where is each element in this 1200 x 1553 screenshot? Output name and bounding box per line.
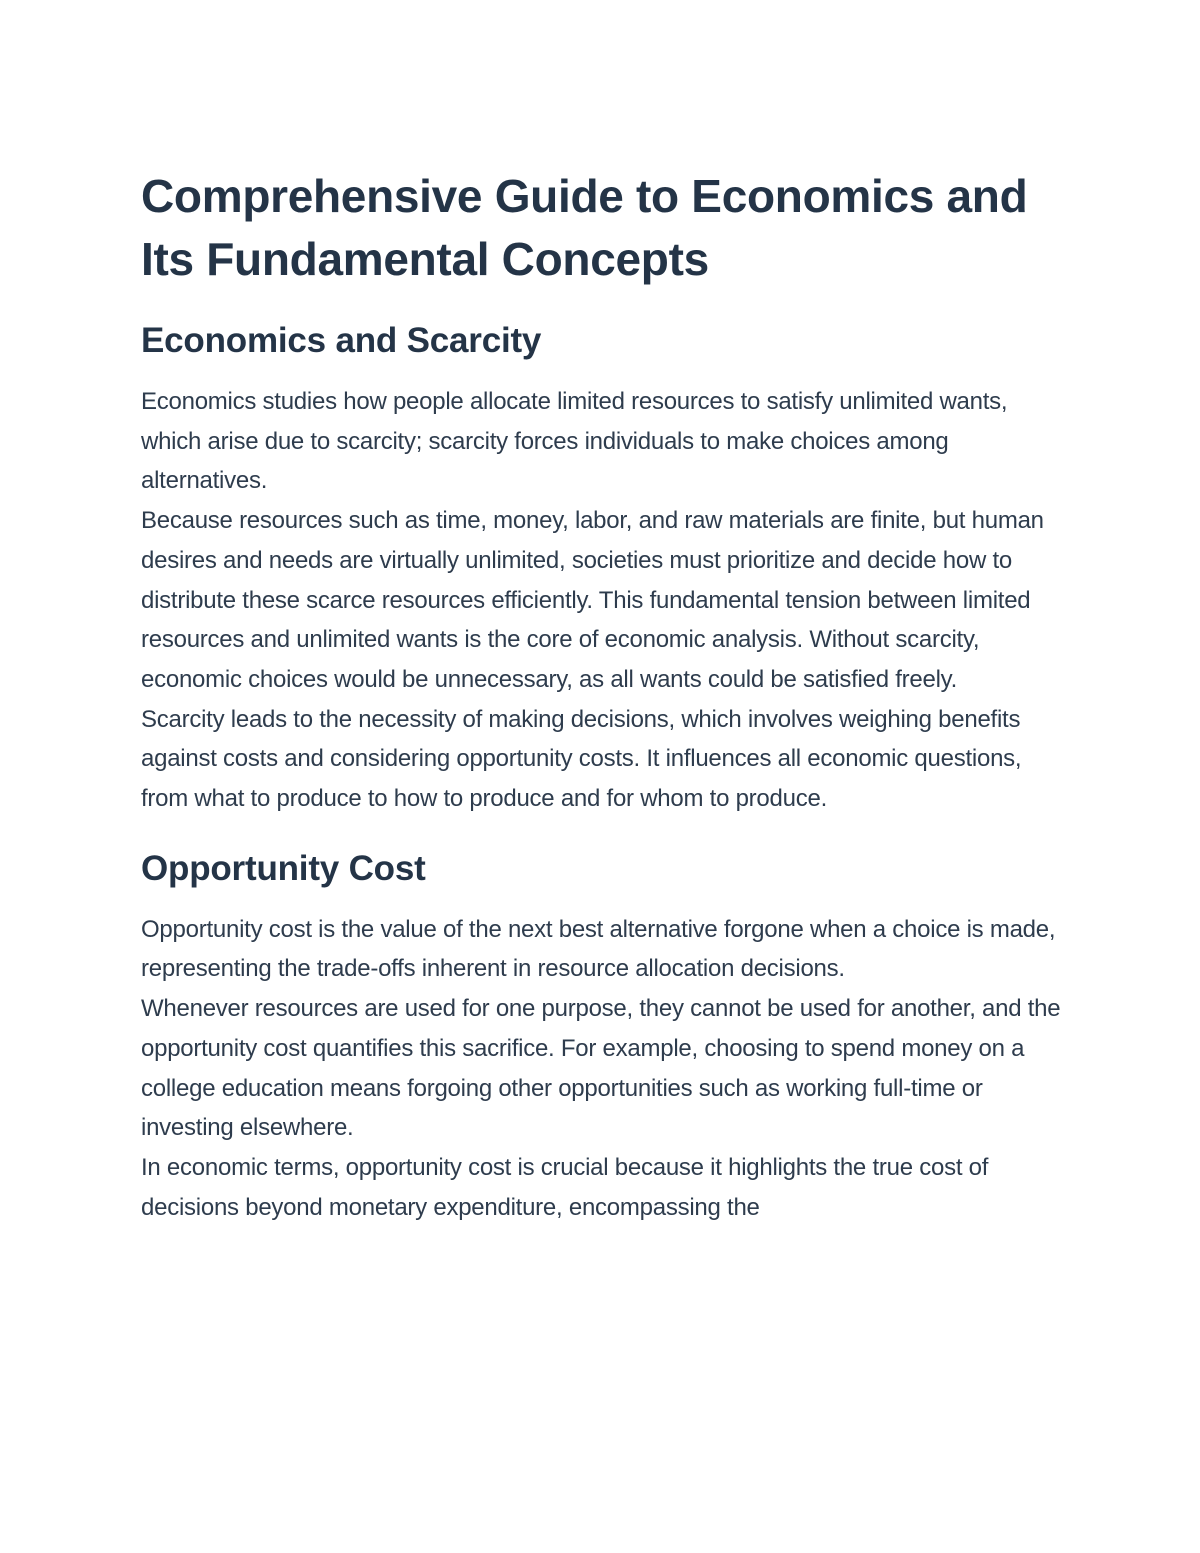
section-heading-economics-scarcity: Economics and Scarcity — [141, 321, 542, 360]
paragraph: Opportunity cost is the value of the next best alternative forgone when a choice is made, representing the trade-offs inherent in resource allocation decisions. — [141, 915, 1056, 983]
paragraph: Economics studies how people allocate limited resources to satisfy unlimited wants, which arise due to scarcity; scarcity forces individuals to make choices among alternatives. — [141, 388, 1008, 495]
section-body-opportunity-cost — [141, 910, 1061, 1228]
paragraph: In economic terms, opportunity cost is crucial because it highlights the true cost of decisions beyond monetary expenditure, encompassing the — [141, 1153, 989, 1221]
document-title: Comprehensive Guide to Economics and Its Fundamental Concepts — [141, 170, 1028, 285]
paragraph: Scarcity leads to the necessity of making decisions, which involves weighing benefits against costs and considering opportunity costs. It influences all economic questions, from what to produce to how to produce and for whom to produce. — [141, 705, 1022, 813]
section-heading-opportunity-cost: Opportunity Cost — [141, 848, 426, 888]
document-page — [141, 165, 1061, 1227]
section-body-economics-scarcity — [141, 382, 1061, 819]
paragraph: Whenever resources are used for one purpose, they cannot be used for another, and the opportunity cost quantifies this sacrifice. For example, choosing to spend money on a college education means forgoing other opportunities such as working full-time or investing elsewhere. — [141, 995, 1061, 1142]
paragraph: Because resources such as time, money, labor, and raw materials are finite, but human desires and needs are virtually unlimited, societies must prioritize and decide how to distribute these scarce resources efficiently. This fundamental tension between limited resources and unlimited wants is the core of economic analysis. Without scarcity, economic choices would be unnecessary, as all wants could be satisfied freely. — [141, 507, 1044, 693]
